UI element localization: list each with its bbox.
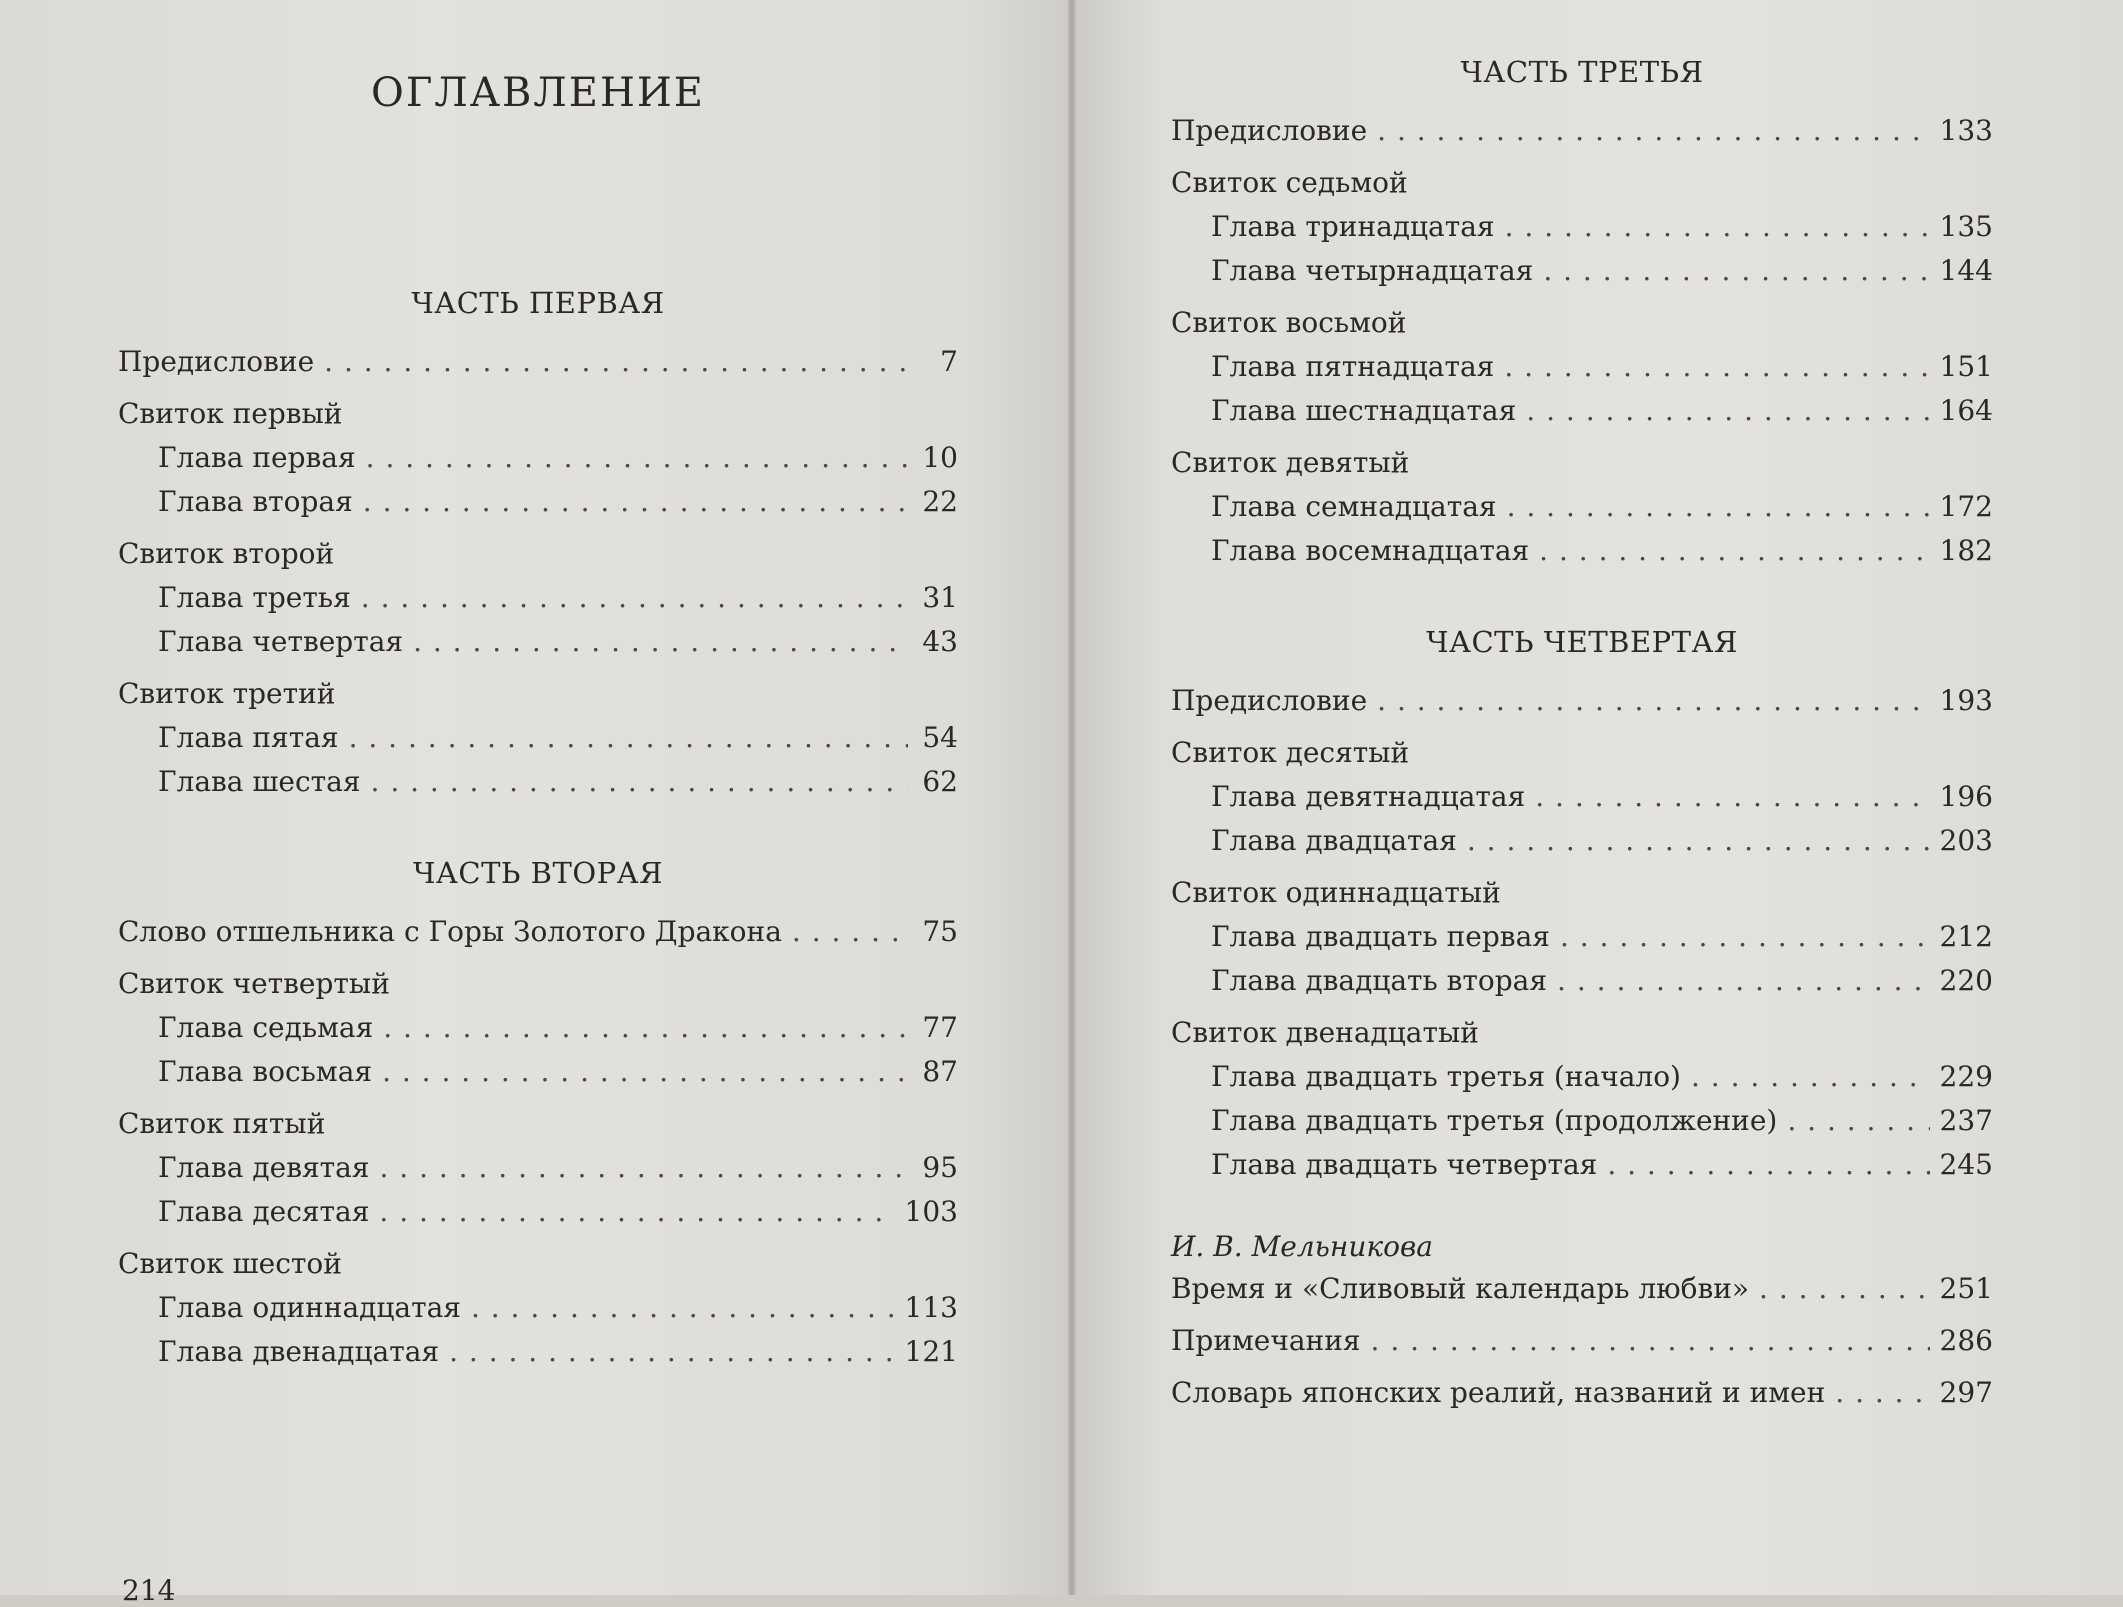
part-title: ЧАСТЬ ТРЕТЬЯ: [1460, 55, 1704, 89]
entry-title: Глава семнадцатая: [1211, 490, 1497, 523]
toc-entry: [1171, 529, 1993, 573]
page-number: 214: [122, 1574, 176, 1607]
book-gutter: [1068, 0, 1076, 1595]
entry-page: 77: [922, 1011, 958, 1044]
entry-page: 251: [1939, 1272, 1993, 1305]
entry-page: 75: [922, 915, 958, 948]
toc-entry: [1171, 1319, 1993, 1363]
dot-leader: [1535, 775, 1929, 819]
part-title: ЧАСТЬ ПЕРВАЯ: [411, 286, 665, 320]
toc-section: [1171, 109, 1993, 573]
toc-entry: [118, 1050, 958, 1094]
scroll-label: Свиток двенадцатый: [1171, 1016, 1479, 1049]
toc-entry: [118, 1190, 958, 1234]
dot-leader: [1377, 679, 1929, 723]
dot-leader: [1691, 1055, 1930, 1099]
entry-title: Глава третья: [158, 581, 351, 614]
scroll-label: Свиток девятый: [1171, 446, 1410, 479]
dot-leader: [1507, 485, 1930, 529]
toc-entry: [118, 340, 958, 384]
entry-title: Предисловие: [1171, 114, 1368, 147]
entry-page: 172: [1939, 490, 1993, 523]
dot-leader: [379, 1146, 908, 1190]
entry-title: Глава четвертая: [158, 625, 404, 658]
dot-leader: [792, 910, 908, 954]
toc-entry: [1171, 1267, 1993, 1311]
entry-title: Глава пятнадцатая: [1211, 350, 1495, 383]
entry-page: 54: [922, 721, 958, 754]
entry-title: Слово отшельника с Горы Золотого Дракона: [118, 915, 782, 948]
entry-title: Глава девятая: [158, 1151, 370, 1184]
entry-page: 237: [1939, 1104, 1993, 1137]
entry-page: 95: [922, 1151, 958, 1184]
entry-page: 133: [1939, 114, 1993, 147]
toc-entry: [1171, 249, 1993, 293]
entry-page: 87: [922, 1055, 958, 1088]
entry-title: Глава восемнадцатая: [1211, 534, 1530, 567]
entry-title: Глава десятая: [158, 1195, 370, 1228]
entry-title: Предисловие: [118, 345, 315, 378]
entry-page: 286: [1939, 1324, 1993, 1357]
entry-title: Время и «Сливовый календарь любви»: [1171, 1272, 1750, 1305]
entry-title: Глава двадцатая: [1211, 824, 1457, 857]
dot-leader: [1835, 1371, 1929, 1415]
spacer: [1171, 1311, 1993, 1319]
dot-leader: [363, 480, 908, 524]
entry-page: 22: [922, 485, 958, 518]
toc-entry: [118, 480, 958, 524]
toc-entry: [118, 760, 958, 804]
part-title: ЧАСТЬ ВТОРАЯ: [413, 856, 663, 890]
dot-leader: [1377, 109, 1929, 153]
toc-entry: [118, 620, 958, 664]
entry-page: 193: [1939, 684, 1993, 717]
dot-leader: [382, 1050, 908, 1094]
entry-page: 196: [1939, 780, 1993, 813]
entry-page: 135: [1939, 210, 1993, 243]
entry-title: Глава восьмая: [158, 1055, 373, 1088]
toc-entry: [1171, 205, 1993, 249]
entry-page: 43: [922, 625, 958, 658]
dot-leader: [1560, 915, 1930, 959]
scroll-label: Свиток третий: [118, 677, 336, 710]
dot-leader: [1504, 345, 1929, 389]
dot-leader: [361, 576, 908, 620]
entry-page: 113: [904, 1291, 958, 1324]
entry-title: Предисловие: [1171, 684, 1368, 717]
entry-title: Глава двадцать первая: [1211, 920, 1550, 953]
right-page: [1076, 0, 2123, 1595]
dot-leader: [324, 340, 908, 384]
dot-leader: [1505, 205, 1930, 249]
toc-entry: [1171, 109, 1993, 153]
dot-leader: [1759, 1267, 1930, 1311]
entry-page: 182: [1939, 534, 1993, 567]
entry-title: Глава одиннадцатая: [158, 1291, 461, 1324]
dot-leader: [1539, 529, 1929, 573]
entry-page: 212: [1939, 920, 1993, 953]
toc-entry: [118, 910, 958, 954]
entry-page: 229: [1939, 1060, 1993, 1093]
toc-entry: [1171, 1143, 1993, 1187]
toc-entry: [1171, 775, 1993, 819]
entry-page: 245: [1939, 1148, 1993, 1181]
scroll-label: Свиток седьмой: [1171, 166, 1408, 199]
toc-entry: [118, 1146, 958, 1190]
scroll-label: Свиток пятый: [118, 1107, 326, 1140]
scroll-label: Свиток четвертый: [118, 967, 390, 1000]
entry-page: 121: [904, 1335, 958, 1368]
toc-entry: [118, 1006, 958, 1050]
dot-leader: [1543, 249, 1929, 293]
entry-title: Глава двадцать четвертая: [1211, 1148, 1598, 1181]
entry-page: 31: [922, 581, 958, 614]
scroll-label: Свиток десятый: [1171, 736, 1410, 769]
toc-entry: [1171, 819, 1993, 863]
scroll-label: Свиток восьмой: [1171, 306, 1407, 339]
entry-page: 62: [922, 765, 958, 798]
toc-entry: [1171, 485, 1993, 529]
toc-entry: [118, 716, 958, 760]
afterword-author: И. В. Мельникова: [1171, 1230, 1433, 1263]
entry-page: 297: [1939, 1376, 1993, 1409]
part-title: ЧАСТЬ ЧЕТВЕРТАЯ: [1426, 625, 1738, 659]
dot-leader: [379, 1190, 894, 1234]
entry-title: Словарь японских реалий, названий и имен: [1171, 1376, 1826, 1409]
entry-title: Глава тринадцатая: [1211, 210, 1495, 243]
toc-section: [118, 910, 958, 1374]
toc-section: [1171, 679, 1993, 1187]
dot-leader: [349, 716, 908, 760]
dot-leader: [1371, 1319, 1930, 1363]
toc-heading: ОГЛАВЛЕНИЕ: [371, 70, 705, 116]
entry-title: Глава двадцать вторая: [1211, 964, 1548, 997]
entry-title: Глава двадцать третья (начало): [1211, 1060, 1681, 1093]
entry-title: Глава двенадцатая: [158, 1335, 440, 1368]
entry-title: Глава шестнадцатая: [1211, 394, 1517, 427]
entry-title: Глава пятая: [158, 721, 339, 754]
entry-title: Глава четырнадцатая: [1211, 254, 1534, 287]
toc-section: [118, 340, 958, 804]
toc-entry: [1171, 959, 1993, 1003]
toc-entry: [1171, 679, 1993, 723]
entry-title: Глава девятнадцатая: [1211, 780, 1526, 813]
dot-leader: [1787, 1099, 1929, 1143]
entry-title: Глава шестая: [158, 765, 361, 798]
toc-entry: [118, 436, 958, 480]
toc-entry: [1171, 1055, 1993, 1099]
toc-entry: [1171, 1371, 1993, 1415]
toc-entry: [1171, 915, 1993, 959]
dot-leader: [1526, 389, 1929, 433]
entry-page: 10: [922, 441, 958, 474]
toc-entry: [118, 1330, 958, 1374]
spacer: [1171, 1363, 1993, 1371]
toc-entry: [1171, 1099, 1993, 1143]
entry-title: Глава вторая: [158, 485, 353, 518]
dot-leader: [1557, 959, 1930, 1003]
scroll-label: Свиток шестой: [118, 1247, 342, 1280]
entry-title: Глава седьмая: [158, 1011, 374, 1044]
entry-page: 203: [1939, 824, 1993, 857]
entry-page: 103: [904, 1195, 958, 1228]
entry-page: 220: [1939, 964, 1993, 997]
entry-title: Примечания: [1171, 1324, 1361, 1357]
entry-page: 151: [1939, 350, 1993, 383]
dot-leader: [1607, 1143, 1929, 1187]
toc-entry: [1171, 389, 1993, 433]
scroll-label: Свиток одиннадцатый: [1171, 876, 1501, 909]
dot-leader: [1467, 819, 1930, 863]
dot-leader: [371, 760, 908, 804]
entry-page: 164: [1939, 394, 1993, 427]
toc-entry: [118, 1286, 958, 1330]
scroll-label: Свиток первый: [118, 397, 343, 430]
scroll-label: Свиток второй: [118, 537, 335, 570]
dot-leader: [449, 1330, 894, 1374]
entry-page: 7: [940, 345, 958, 378]
dot-leader: [383, 1006, 908, 1050]
dot-leader: [471, 1286, 895, 1330]
toc-entry: [118, 576, 958, 620]
entry-title: Глава двадцать третья (продолжение): [1211, 1104, 1778, 1137]
toc-entry: [1171, 345, 1993, 389]
entry-page: 144: [1939, 254, 1993, 287]
dot-leader: [366, 436, 908, 480]
dot-leader: [413, 620, 908, 664]
entry-title: Глава первая: [158, 441, 356, 474]
